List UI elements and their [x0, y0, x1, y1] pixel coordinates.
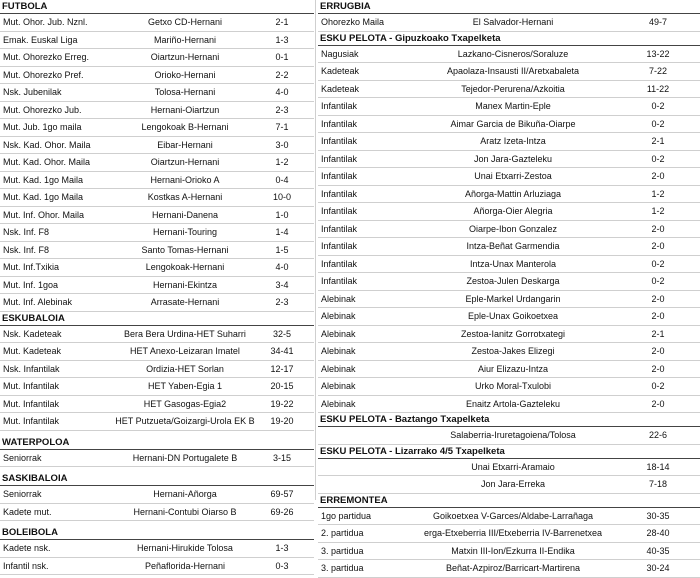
match-cell: Hernani-Hirukide Tolosa: [137, 543, 233, 553]
section-header-boleibola: BOLEIBOLA: [0, 526, 314, 540]
category-cell: Mut. Ohor. Jub. Nznl.: [3, 17, 88, 27]
result-row: [318, 459, 700, 477]
category-cell: Infantilak: [321, 136, 358, 146]
category-cell: Infantilak: [321, 101, 358, 111]
score-cell: 2-0: [651, 398, 665, 409]
match-cell: Zestoa-Jakes Elizegi: [471, 346, 555, 356]
score-cell: 3-15: [272, 452, 291, 463]
match-cell: Jon Jara-Gazteleku: [473, 153, 553, 164]
category-cell: Seniorrak: [3, 452, 42, 463]
result-row: [318, 560, 700, 578]
result-row: [318, 221, 700, 239]
score-cell: 2-2: [275, 69, 289, 80]
result-row: [0, 67, 314, 85]
match-cell: Matxin III-Ion/Ezkurra II-Endika: [451, 545, 575, 556]
category-cell: Infantilak: [321, 153, 358, 164]
category-cell: Mut. Ohorezko Jub.: [3, 104, 82, 115]
score-cell: 7-22: [648, 66, 667, 76]
result-row: [0, 224, 314, 242]
category-cell: Kadete mut.: [3, 506, 52, 517]
score-cell: 2-0: [651, 171, 665, 181]
score-cell: 7-18: [648, 479, 667, 489]
score-cell: 2-3: [275, 297, 289, 307]
score-cell: 0-4: [275, 174, 289, 185]
category-cell: Mut. Infantilak: [3, 398, 60, 409]
category-cell: Infantilak: [321, 223, 358, 234]
score-cell: 2-0: [651, 293, 665, 304]
category-cell: Mut. Inf. Ohor. Maila: [3, 209, 85, 220]
score-cell: 2-1: [651, 328, 665, 339]
score-cell: 18-14: [646, 461, 670, 472]
result-row: [318, 116, 700, 134]
score-cell: 2-1: [651, 136, 665, 146]
section-header-esku-pelota-lizarrako-4-5-txapelketa: ESKU PELOTA - Lizarrako 4/5 Txapelketa: [318, 445, 700, 459]
match-cell: Getxo CD-Hernani: [147, 17, 223, 27]
score-cell: 1-3: [275, 543, 289, 553]
match-cell: Goikoetxea V-Garces/Aldabe-Larrañaga: [432, 510, 594, 521]
score-cell: 1-5: [275, 244, 289, 255]
match-cell: Hernani-Orioko A: [150, 174, 220, 185]
result-row: [0, 242, 314, 260]
category-cell: 1go partidua: [321, 510, 372, 521]
match-cell: Beñat-Azpiroz/Barricart-Martirena: [445, 563, 581, 573]
category-cell: 2. partidua: [321, 528, 364, 538]
score-cell: 0-2: [651, 258, 665, 269]
result-row: [318, 525, 700, 543]
category-cell: Mut. Jub. 1go maila: [3, 122, 82, 132]
score-cell: 69-26: [270, 506, 294, 517]
result-row: [318, 238, 700, 256]
match-cell: El Salvador-Hernani: [472, 17, 554, 27]
category-cell: Mut. Kad. 1go Maila: [3, 192, 84, 202]
category-cell: Kadete nsk.: [3, 543, 51, 553]
match-cell: Unai Etxarri-Aramaio: [471, 461, 555, 472]
score-cell: 2-0: [651, 311, 665, 321]
match-cell: HET Putzueta/Goizargi-Urola EK B: [115, 416, 255, 426]
score-cell: 69-57: [270, 489, 294, 499]
result-row: [0, 294, 314, 312]
result-row: [318, 291, 700, 309]
match-cell: Apaolaza-Insausti II/Aretxabaleta: [446, 66, 580, 76]
result-row: [0, 49, 314, 67]
result-row: [318, 133, 700, 151]
category-cell: Nsk. Jubenilak: [3, 87, 62, 97]
match-cell: Oiartzun-Hernani: [150, 52, 220, 62]
result-row: [0, 32, 314, 50]
category-cell: Nsk. Kad. Ohor. Maila: [3, 139, 91, 150]
match-cell: Unai Etxarri-Zestoa: [474, 171, 552, 181]
section-header-eskubaloia: ESKUBALOIA: [0, 312, 314, 326]
category-cell: Infantilak: [321, 206, 358, 216]
category-cell: Nsk. Inf. F8: [3, 244, 50, 255]
match-cell: Zestoa-Ianitz Gorrotxategi: [460, 328, 566, 339]
score-cell: 2-1: [275, 17, 289, 27]
category-cell: Alebinak: [321, 311, 356, 321]
score-cell: 10-0: [272, 192, 291, 202]
match-cell: erga-Etxeberria III/Etxeberria IV-Barrenetxea: [423, 528, 603, 538]
category-cell: Ohorezko Maila: [321, 17, 385, 27]
result-row: [0, 102, 314, 120]
match-cell: Hernani-Oiartzun: [150, 104, 220, 115]
category-cell: Mut. Kadeteak: [3, 346, 62, 356]
match-cell: Enaitz Artola-Gazteleku: [465, 398, 561, 409]
category-cell: Mut. Inf. 1goa: [3, 279, 59, 290]
category-cell: Infantilak: [321, 276, 358, 286]
result-row: [318, 396, 700, 414]
category-cell: Mut. Infantilak: [3, 416, 60, 426]
category-cell: Infantilak: [321, 258, 358, 269]
result-row: [318, 543, 700, 561]
match-cell: Tolosa-Hernani: [154, 87, 216, 97]
score-cell: 40-35: [646, 545, 670, 556]
match-cell: Eple-Markel Urdangarin: [465, 293, 561, 304]
match-cell: Salaberria-Iruretagoiena/Tolosa: [450, 430, 576, 440]
result-row: [318, 326, 700, 344]
score-cell: 13-22: [646, 48, 670, 59]
match-cell: Zestoa-Julen Deskarga: [466, 276, 560, 286]
result-row: [318, 14, 700, 32]
result-row: [0, 84, 314, 102]
result-row: [0, 504, 314, 522]
match-cell: Lengokoak-Hernani: [145, 262, 225, 272]
score-cell: 32-5: [272, 328, 291, 339]
score-cell: 0-2: [651, 276, 665, 286]
score-cell: 0-1: [275, 52, 289, 62]
score-cell: 1-2: [275, 157, 289, 167]
column-divider: [315, 0, 316, 500]
score-cell: 3-0: [275, 139, 289, 150]
score-cell: 19-20: [270, 416, 294, 426]
match-cell: Lengokoak B-Hernani: [141, 122, 229, 132]
score-cell: 19-22: [270, 398, 294, 409]
match-cell: Lazkano-Cisneros/Soraluze: [457, 48, 569, 59]
match-cell: Hernani-DN Portugalete B: [132, 452, 238, 463]
score-cell: 22-6: [648, 430, 667, 440]
category-cell: Nagusiak: [321, 48, 359, 59]
result-row: [318, 508, 700, 526]
result-row: [0, 361, 314, 379]
match-cell: Urko Moral-Txulobi: [474, 381, 552, 391]
match-cell: Intza-Beñat Garmendia: [466, 241, 560, 251]
category-cell: Alebinak: [321, 346, 356, 356]
score-cell: 4-0: [275, 87, 289, 97]
category-cell: Nsk. Kadeteak: [3, 328, 62, 339]
result-row: [0, 154, 314, 172]
match-cell: HET Anexo-Leizaran Imatel: [130, 346, 240, 356]
result-row: [0, 486, 314, 504]
category-cell: Mut. Kad. 1go Maila: [3, 174, 84, 185]
match-cell: Jon Jara-Erreka: [480, 479, 546, 489]
score-cell: 0-2: [651, 118, 665, 129]
result-row: [318, 427, 700, 445]
category-cell: Infantilak: [321, 171, 358, 181]
score-cell: 30-35: [646, 510, 670, 521]
score-cell: 1-4: [275, 227, 289, 237]
result-row: [318, 168, 700, 186]
score-cell: 2-3: [275, 104, 289, 115]
match-cell: Orioko-Hernani: [154, 69, 216, 80]
match-cell: Tejedor-Perurena/Azkoitia: [461, 83, 565, 94]
match-cell: Santo Tomas-Hernani: [141, 244, 229, 255]
match-cell: Añorga-Oier Alegria: [473, 206, 553, 216]
score-cell: 1-0: [275, 209, 289, 220]
category-cell: 3. partidua: [321, 563, 364, 573]
match-cell: Peñaflorida-Hernani: [144, 560, 226, 571]
match-cell: Aimar Garcia de Bikuña-Oiarpe: [450, 118, 576, 129]
category-cell: Mut. Inf.Txikia: [3, 262, 60, 272]
category-cell: Alebinak: [321, 381, 356, 391]
result-row: [318, 476, 700, 494]
score-cell: 2-0: [651, 241, 665, 251]
result-row: [0, 413, 314, 431]
score-cell: 2-0: [651, 223, 665, 234]
score-cell: 30-24: [646, 563, 670, 573]
category-cell: Nsk. Inf. F8: [3, 227, 50, 237]
match-cell: Aratz Izeta-Intza: [480, 136, 546, 146]
section-header-erremontea: ERREMONTEA: [318, 494, 700, 508]
match-cell: Hernani-Touring: [152, 227, 218, 237]
match-cell: Ordizia-HET Sorlan: [146, 363, 224, 374]
category-cell: Mut. Kad. Ohor. Maila: [3, 157, 91, 167]
result-row: [318, 378, 700, 396]
section-header-saskibaloia: SASKIBALOIA: [0, 472, 314, 486]
result-row: [0, 207, 314, 225]
match-cell: Arrasate-Hernani: [150, 297, 220, 307]
score-cell: 1-3: [275, 34, 289, 45]
score-cell: 49-7: [648, 17, 667, 27]
category-cell: Mut. Ohorezko Erreg.: [3, 52, 90, 62]
result-row: [0, 259, 314, 277]
category-cell: Alebinak: [321, 328, 356, 339]
category-cell: Mut. Inf. Alebinak: [3, 297, 73, 307]
category-cell: Infantil nsk.: [3, 560, 49, 571]
category-cell: Seniorrak: [3, 489, 42, 499]
category-cell: Alebinak: [321, 398, 356, 409]
result-row: [318, 361, 700, 379]
result-row: [0, 137, 314, 155]
match-cell: Añorga-Mattin Arluziaga: [464, 188, 562, 199]
match-cell: Hernani-Añorga: [153, 489, 217, 499]
score-cell: 4-0: [275, 262, 289, 272]
score-cell: 28-40: [646, 528, 670, 538]
section-header-esku-pelota-gipuzkoako-txapelketa: ESKU PELOTA - Gipuzkoako Txapelketa: [318, 32, 700, 46]
result-row: [318, 308, 700, 326]
result-row: [0, 396, 314, 414]
result-row: [318, 343, 700, 361]
category-cell: Mut. Ohorezko Pref.: [3, 69, 84, 80]
result-row: [318, 46, 700, 64]
category-cell: Nsk. Infantilak: [3, 363, 60, 374]
match-cell: Oiarpe-Ibon Gonzalez: [468, 223, 558, 234]
category-cell: Mut. Infantilak: [3, 381, 60, 391]
result-row: [318, 256, 700, 274]
result-row: [0, 540, 314, 558]
section-header-futbola: FUTBOLA: [0, 0, 314, 14]
category-cell: Infantilak: [321, 241, 358, 251]
result-row: [0, 326, 314, 344]
match-cell: Hernani-Contubi Oiarso B: [133, 506, 237, 517]
match-cell: Mariño-Hernani: [153, 34, 217, 45]
score-cell: 2-0: [651, 363, 665, 374]
section-header-errugbia: ERRUGBIA: [318, 0, 700, 14]
score-cell: 12-17: [270, 363, 294, 374]
result-row: [318, 98, 700, 116]
score-cell: 1-2: [651, 206, 665, 216]
result-row: [0, 450, 314, 468]
match-cell: Hernani-Danena: [151, 209, 219, 220]
result-row: [318, 63, 700, 81]
match-cell: Eple-Unax Goikoetxea: [467, 311, 559, 321]
score-cell: 0-2: [651, 381, 665, 391]
result-row: [318, 273, 700, 291]
match-cell: HET Gasogas-Egia2: [143, 398, 227, 409]
category-cell: Alebinak: [321, 363, 356, 374]
category-cell: Emak. Euskal Liga: [3, 34, 78, 45]
result-row: [0, 14, 314, 32]
section-header-esku-pelota-baztango-txapelketa: ESKU PELOTA - Baztango Txapelketa: [318, 413, 700, 427]
score-cell: 0-3: [275, 560, 289, 571]
match-cell: Intza-Unax Manterola: [469, 258, 557, 269]
result-row: [318, 151, 700, 169]
result-row: [318, 81, 700, 99]
match-cell: Manex Martin-Eple: [475, 101, 551, 111]
match-cell: Aiur Elizazu-Intza: [477, 363, 549, 374]
match-cell: HET Yaben-Egia 1: [147, 381, 223, 391]
score-cell: 34-41: [270, 346, 294, 356]
result-row: [0, 558, 314, 576]
result-row: [0, 119, 314, 137]
category-cell: Infantilak: [321, 188, 358, 199]
result-row: [0, 172, 314, 190]
result-row: [0, 277, 314, 295]
result-row: [0, 378, 314, 396]
score-cell: 11-22: [646, 83, 670, 94]
score-cell: 1-2: [651, 188, 665, 199]
category-cell: 3. partidua: [321, 545, 364, 556]
category-cell: Infantilak: [321, 118, 358, 129]
result-row: [0, 343, 314, 361]
result-row: [318, 203, 700, 221]
match-cell: Bera Bera Urdina-HET Suharri: [124, 328, 246, 339]
score-cell: 20-15: [270, 381, 294, 391]
section-header-waterpoloa: WATERPOLOA: [0, 436, 314, 450]
match-cell: Eibar-Hernani: [157, 139, 213, 150]
result-row: [0, 189, 314, 207]
score-cell: 0-2: [651, 153, 665, 164]
category-cell: Alebinak: [321, 293, 356, 304]
category-cell: Kadeteak: [321, 83, 360, 94]
match-cell: Hernani-Ekintza: [152, 279, 218, 290]
left-results-column: [0, 0, 314, 575]
match-cell: Oiartzun-Hernani: [150, 157, 220, 167]
category-cell: Kadeteak: [321, 66, 360, 76]
match-cell: Kostkas A-Hernani: [147, 192, 223, 202]
score-cell: 3-4: [275, 279, 289, 290]
score-cell: 7-1: [275, 122, 289, 132]
right-results-column: [318, 0, 700, 578]
score-cell: 0-2: [651, 101, 665, 111]
result-row: [318, 186, 700, 204]
score-cell: 2-0: [651, 346, 665, 356]
